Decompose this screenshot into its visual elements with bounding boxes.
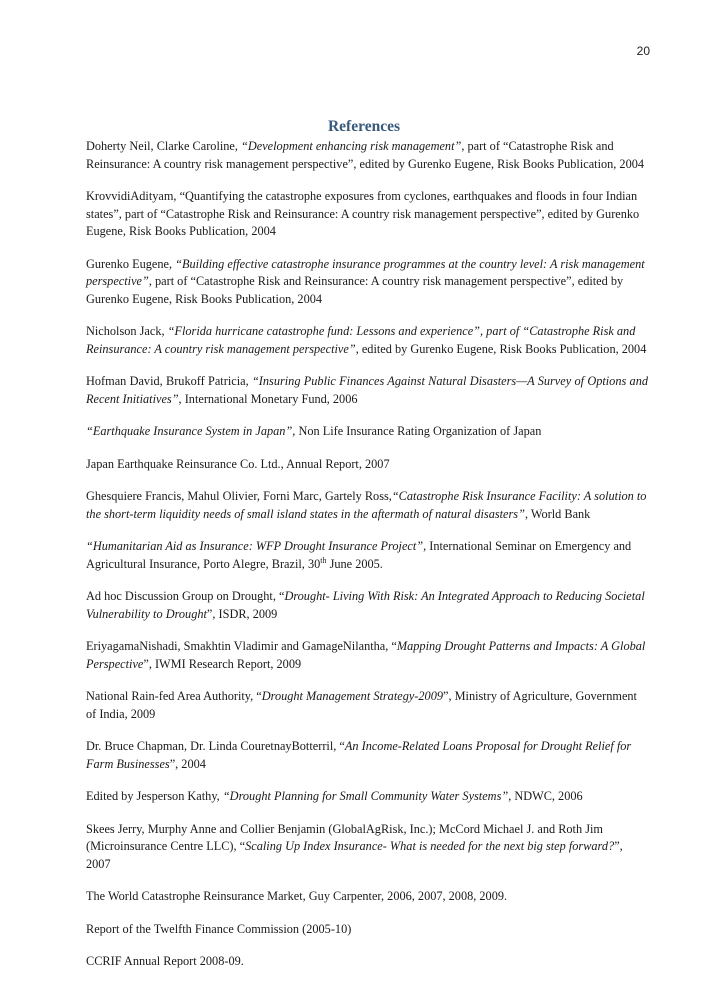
reference-title: “Development enhancing risk management” [241,139,462,153]
reference-text: , International Seminar on Emergency and Agricultural Insurance, Porto Alegre, Brazil, 30 [86,539,632,571]
reference-entry [86,373,648,408]
reference-title: Scaling Up Index Insurance- What is needed for the next big step forward? [245,839,615,853]
reference-title: Mapping Drought Patterns and Impacts: A Global Perspective [86,639,646,671]
reference-entry [86,488,648,523]
reference-title: “Building effective catastrophe insurance programmes at the country level: A risk management perspective” [86,256,645,288]
reference-title: “Florida hurricane catastrophe fund: Lessons and experience”, part of “Catastrophe Risk and Reinsurance: A country risk management perspective” [86,324,636,356]
reference-entry [86,323,648,358]
reference-title: An Income-Related Loans Proposal for Drought Relief for Farm Businesses [86,739,632,771]
reference-title: Drought- Living With Risk: An Integrated Approach to Reducing Societal Vulnerability to Drought [86,589,645,621]
reference-text: Japan Earthquake Reinsurance Co. Ltd., Annual Report, 2007 [86,456,390,471]
reference-text: th [320,555,327,565]
reference-text: ”, Ministry of Agriculture, Government of India, 2009 [86,689,637,721]
reference-title: “Drought Planning for Small Community Water Systems” [222,789,509,803]
reference-text: KrovvidiAdityam, “Quantifying the catastrophe exposures from cyclones, earthquakes and floods in four Indian states”, part of “Catastrophe Risk and Reinsurance: A country risk management perspective”, edited by Gurenko Eugene, Risk Books Publication, 2004 [86,189,640,238]
reference-text: , part of “Catastrophe Risk and Reinsurance: A country risk management perspective”, edited by Gurenko Eugene, Risk Books Publication, 2004 [86,139,645,171]
reference-text: Hofman David, Brukoff Patricia, [86,374,252,388]
reference-entry [86,638,648,673]
reference-text: EriyagamaNishadi, Smakhtin Vladimir and GamageNilantha, “ [86,639,397,653]
reference-entry [86,788,648,806]
reference-entry [86,423,648,441]
references-list [86,138,648,986]
reference-entry [86,256,648,309]
page-number: 20 [636,44,650,58]
reference-text: ”, IWMI Research Report, 2009 [143,656,302,671]
reference-entry [86,588,648,623]
reference-entry [86,538,648,573]
references-heading: References [327,118,400,135]
reference-text: The World Catastrophe Reinsurance Market, Guy Carpenter, 2006, 2007, 2008, 2009. [86,889,508,903]
reference-text: Ad hoc Discussion Group on Drought, “ [86,589,285,603]
reference-text: , NDWC, 2006 [508,789,583,803]
reference-text: ”, 2004 [169,756,206,771]
reference-text: Edited by Jesperson Kathy, [86,789,223,803]
reference-text: CCRIF Annual Report 2008-09. [86,954,244,968]
reference-text: National Rain-fed Area Authority, “ [86,689,262,703]
reference-text: ”, 2007 [86,839,623,871]
reference-entry [86,821,648,874]
reference-text: Dr. Bruce Chapman, Dr. Linda CouretnayBotterril, “ [86,739,345,753]
reference-title: “Insuring Public Finances Against Natural Disasters—A Survey of Options and Recent Initiatives” [86,374,649,406]
reference-entry [86,921,648,939]
reference-title: “Earthquake Insurance System in Japan” [86,424,293,438]
reference-text: June 2005. [326,556,383,571]
reference-text: , Non Life Insurance Rating Organization of Japan [292,424,542,438]
reference-text: , World Bank [524,506,591,521]
reference-text: , International Monetary Fund, 2006 [178,391,358,406]
reference-entry [86,888,648,906]
reference-title: Drought Management Strategy-2009 [261,689,443,703]
reference-entry [86,688,648,723]
reference-text: Skees Jerry, Murphy Anne and Collier Benjamin (GlobalAgRisk, Inc.); McCord Michael J. and Roth Jim (Microinsurance Centre LLC), “ [86,821,603,853]
reference-entry [86,953,648,971]
reference-entry [86,456,648,474]
reference-entry [86,138,648,173]
reference-text: ”, ISDR, 2009 [206,606,278,621]
reference-text: Report of the Twelfth Finance Commission (2005-10) [86,921,352,936]
reference-text: Nicholson Jack, [86,324,168,338]
reference-text: Gurenko Eugene, [86,256,176,271]
reference-title: “Humanitarian Aid as Insurance: WFP Drought Insurance Project” [86,539,424,553]
reference-text: Ghesquiere Francis, Mahul Olivier, Forni Marc, Gartely Ross, [86,489,392,503]
reference-entry [86,738,648,773]
reference-title: “Catastrophe Risk Insurance Facility: A solution to the short-term liquidity needs of small island states in the aftermath of natural disasters” [86,489,647,521]
reference-entry [86,188,648,241]
reference-text: Doherty Neil, Clarke Caroline, [86,139,242,153]
reference-text: , edited by Gurenko Eugene, Risk Books Publication, 2004 [355,341,647,356]
reference-text: , part of “Catastrophe Risk and Reinsurance: A country risk management perspective”, edited by Gurenko Eugene, Risk Books Publication, 2004 [86,274,624,306]
